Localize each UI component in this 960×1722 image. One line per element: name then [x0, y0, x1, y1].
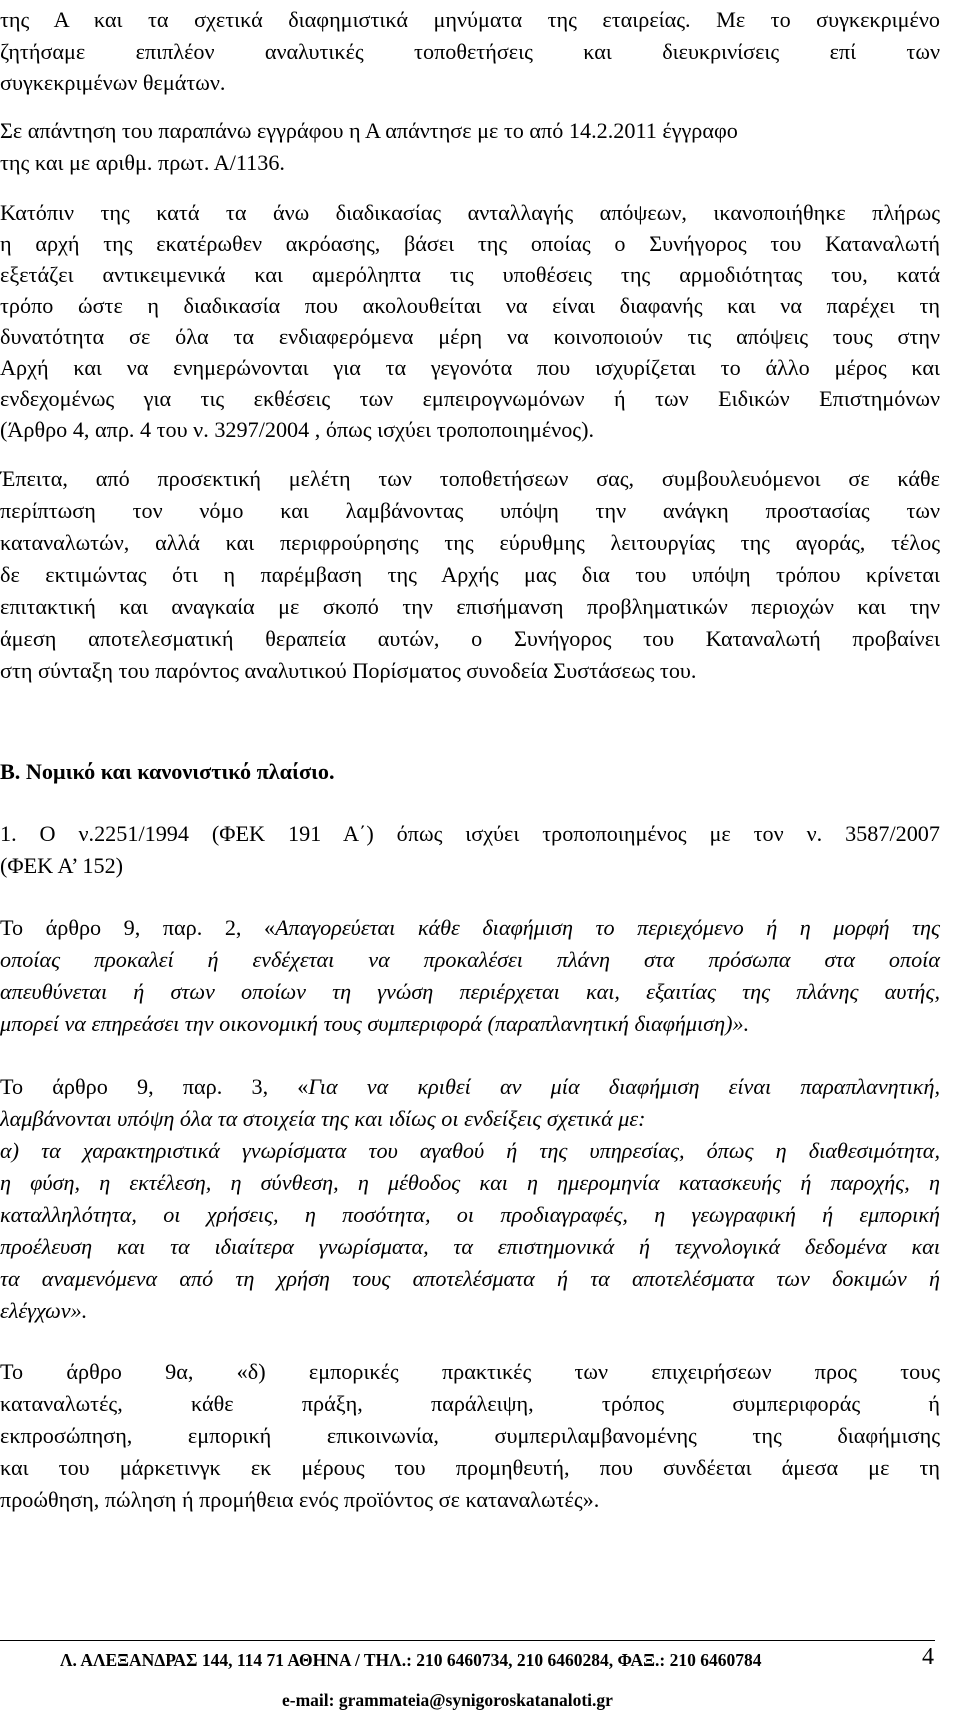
text-line: και του μάρκετινγκ εκ μέρους του προμηθευτή, που συνδέεται άμεσα με τη — [0, 1455, 940, 1480]
text-line: 1. Ο ν.2251/1994 (ΦΕΚ 191 Α΄) όπως ισχύει τροποποιημένος με τον ν. 3587/2007 — [0, 821, 940, 846]
text-line: δε εκτιμώντας ότι η παρέμβαση της Αρχής μας δια του υπόψη τρόπου κρίνεται — [0, 562, 940, 587]
text-line: μπορεί να επηρεάσει την οικονομική τους συμπεριφορά (παραπλανητική διαφήμιση)». — [0, 1011, 750, 1036]
text-line: καταλληλότητα, οι χρήσεις, η ποσότητα, οι προδιαγραφές, η γεωγραφική ή εμπορική — [0, 1202, 940, 1227]
text-line: προώθηση, πώληση ή προμήθεια ενός προϊόντος σε καταναλωτές». — [0, 1487, 600, 1512]
text-line: α) τα χαρακτηριστικά γνωρίσματα του αγαθού ή της υπηρεσίας, όπως η διαθεσιμότητα, — [0, 1138, 940, 1163]
text-line: προέλευση και τα ιδιαίτερα γνωρίσματα, τα επιστημονικά ή τεχνολογικά δεδομένα και — [0, 1234, 940, 1259]
footer-email: e-mail: grammateia@synigoroskatanaloti.gr — [282, 1690, 613, 1710]
article-prefix: Το άρθρο 9, παρ. 3, « — [0, 1074, 309, 1099]
article-prefix: Το άρθρο 9, παρ. 2, « — [0, 915, 276, 940]
text-line: στη σύνταξη του παρόντος αναλυτικού Πορίσματος συνοδεία Συστάσεως του. — [0, 658, 697, 683]
text-line: τα αναμενόμενα από τη χρήση τους αποτελέσματα ή τα αποτελέσματα των δοκιμών ή — [0, 1266, 940, 1291]
text-line: της και με αριθμ. πρωτ. Α/1136. — [0, 150, 285, 175]
footer-address: Λ. ΑΛΕΞΑΝΔΡΑΣ 144, 114 71 ΑΘΗΝΑ / ΤΗΛ.: 210 6460734, 210 6460284, ΦΑΞ.: 210 6460784 — [60, 1650, 762, 1670]
text-line: Το άρθρο 9α, «δ) εμπορικές πρακτικές των επιχειρήσεων προς τους — [0, 1359, 940, 1384]
text-line: καταναλωτών, αλλά και περιφρούρησης της εύρυθμης λειτουργίας της αγοράς, τέλος — [0, 530, 940, 555]
text-line: απευθύνεται ή στων οποίων τη γνώση περιέρχεται και, εξαιτίας της πλάνης αυτής, — [0, 979, 940, 1004]
text-line: ενδεχομένως για τις εκθέσεις των εμπειρογνωμόνων ή των Ειδικών Επιστημόνων — [0, 386, 940, 411]
text-line: (Άρθρο 4, απρ. 4 του ν. 3297/2004 , όπως ισχύει τροποποιημένος). — [0, 417, 595, 442]
text-line: (ΦΕΚ Α’ 152) — [0, 853, 124, 878]
page-number: 4 — [922, 1644, 934, 1670]
text-line: καταναλωτές, κάθε πράξη, παράλειψη, τρόπος συμπεριφοράς ή — [0, 1391, 940, 1416]
text-line: Αρχή και να ενημερώνονται για τα γεγονότα που ισχυρίζεται το άλλο μέρος και — [0, 355, 940, 380]
text-line: οποίας προκαλεί ή ενδέχεται να προκαλέσει πλάνη στα πρόσωπα στα οποία — [0, 947, 940, 972]
text-line: επιτακτική και αναγκαία με σκοπό την επισήμανση προβληματικών περιοχών και την — [0, 594, 940, 619]
text-line: της Α και τα σχετικά διαφημιστικά μηνύματα της εταιρείας. Με το συγκεκριμένο — [0, 7, 940, 32]
quoted-text: Για να κριθεί αν μία διαφήμιση είναι παραπλανητική, — [308, 1074, 940, 1099]
footer-divider — [0, 1640, 935, 1641]
text-line: Έπειτα, από προσεκτική μελέτη των τοποθετήσεων σας, συμβουλευόμενοι σε κάθε — [0, 466, 940, 491]
text-line: δυνατότητα σε όλα τα ενδιαφερόμενα μέρη να κοινοποιούν τις απόψεις τους στην — [0, 324, 940, 349]
text-line: τρόπο ώστε η διαδικασία που ακολουθείται να είναι διαφανής και να παρέχει τη — [0, 293, 940, 318]
text-line: εκπροσώπηση, εμπορική επικοινωνία, συμπεριλαμβανομένης της διαφήμισης — [0, 1423, 940, 1448]
section-heading: Β. Νομικό και κανονιστικό πλαίσιο. — [0, 759, 335, 784]
text-line: Σε απάντηση του παραπάνω εγγράφου η Α απάντησε με το από 14.2.2011 έγγραφο — [0, 118, 738, 143]
text-line: Κατόπιν της κατά τα άνω διαδικασίας ανταλλαγής απόψεων, ικανοποιήθηκε πλήρως — [0, 200, 940, 225]
text-line: λαμβάνονται υπόψη όλα τα στοιχεία της και ιδίως οι ενδείξεις σχετικά με: — [0, 1106, 646, 1131]
text-line: η αρχή της εκατέρωθεν ακρόασης, βάσει της οποίας ο Συνήγορος του Καταναλωτή — [0, 231, 940, 256]
text-line: εξετάζει αντικειμενικά και αμερόληπτα τις υποθέσεις της αρμοδιότητας του, κατά — [0, 262, 940, 287]
text-line — [0, 912, 940, 944]
text-line: ελέγχων». — [0, 1298, 88, 1323]
text-line: συγκεκριμένων θεμάτων. — [0, 70, 226, 95]
text-line: η φύση, η εκτέλεση, η σύνθεση, η μέθοδος και η ημερομηνία κατασκευής ή παροχής, η — [0, 1170, 940, 1195]
text-line: ζητήσαμε επιπλέον αναλυτικές τοποθετήσεις και διευκρινίσεις επί των — [0, 39, 940, 64]
text-line: περίπτωση τον νόμο και λαμβάνοντας υπόψη την ανάγκη προστασίας των — [0, 498, 940, 523]
quoted-text: Απαγορεύεται κάθε διαφήμιση το περιεχόμενο ή η μορφή της — [275, 915, 940, 940]
text-line — [0, 1071, 940, 1103]
text-line: άμεση αποτελεσματική θεραπεία αυτών, ο Συνήγορος του Καταναλωτή προβαίνει — [0, 626, 940, 651]
